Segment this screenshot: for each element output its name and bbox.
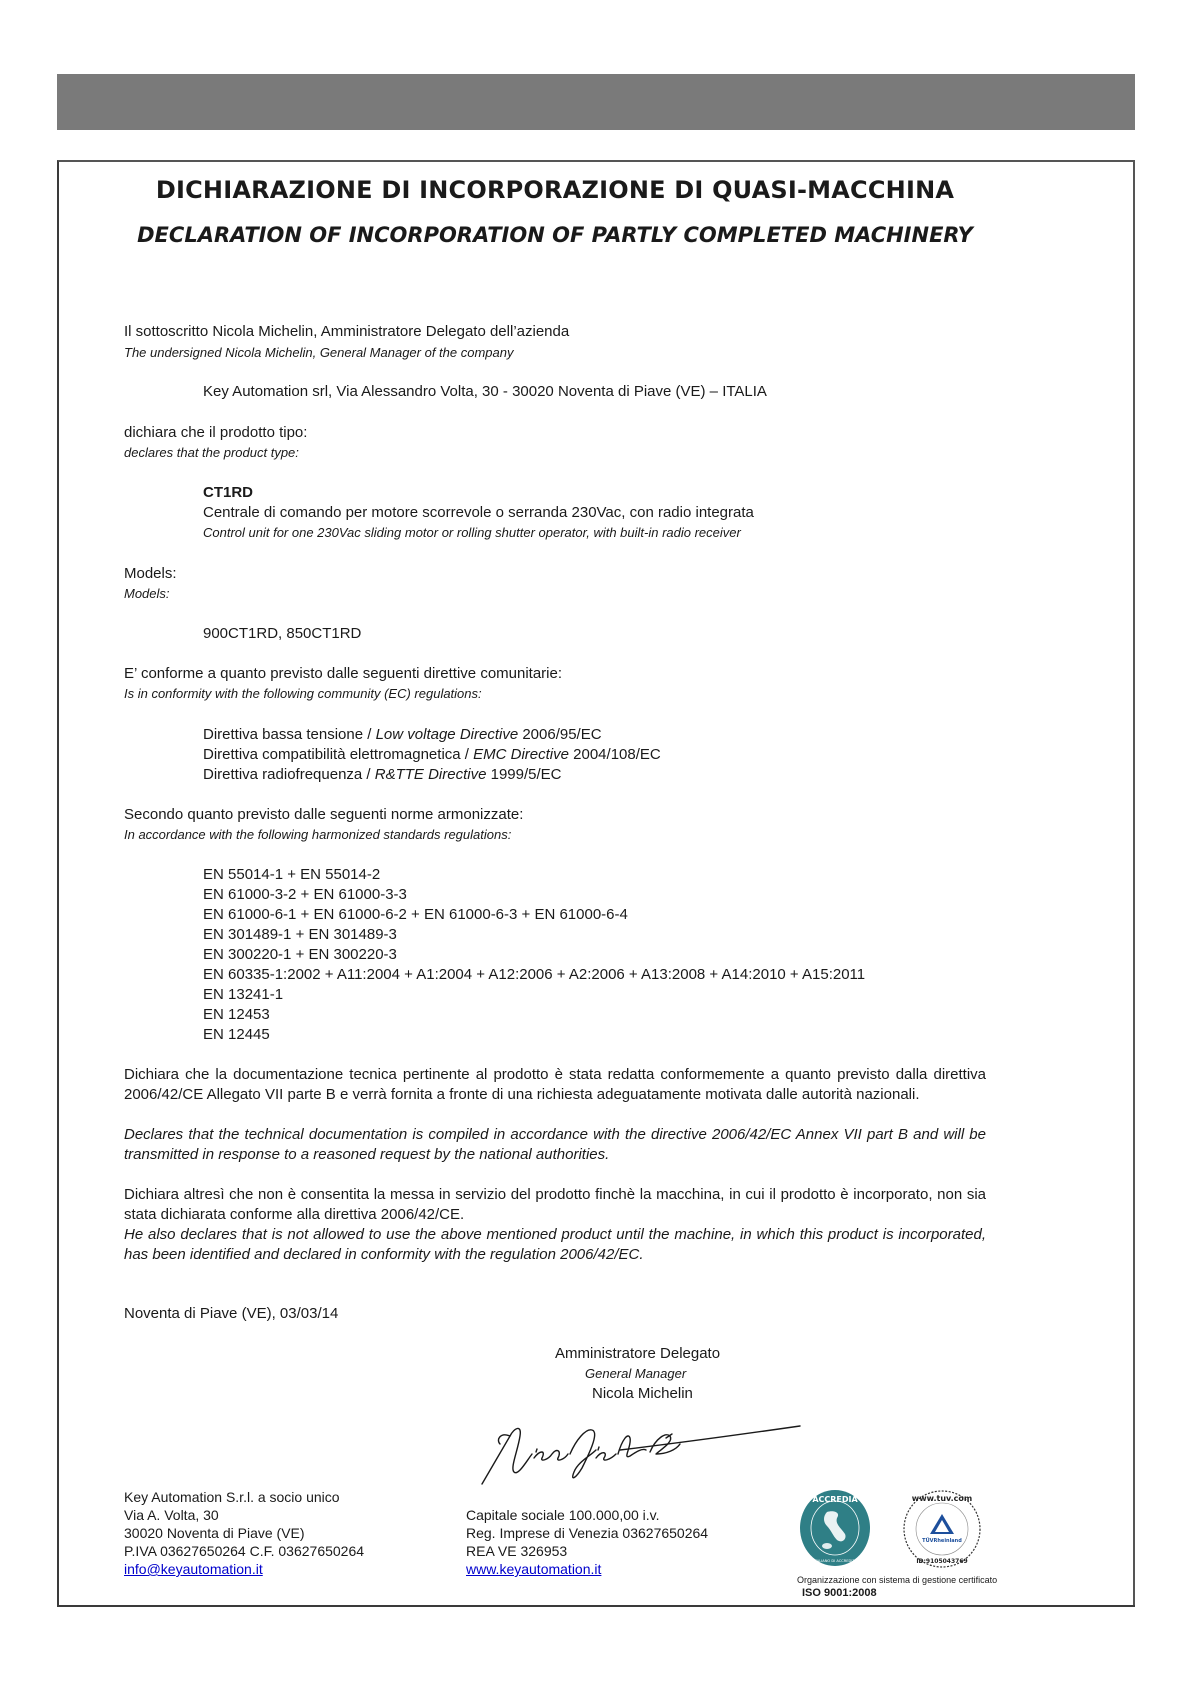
standard-item: EN 55014-1 + EN 55014-2 bbox=[203, 866, 381, 883]
standard-item: EN 13241-1 bbox=[203, 986, 284, 1003]
directive-code: 1999/5/EC bbox=[486, 766, 562, 783]
footer-company-line: P.IVA 03627650264 C.F. 03627650264 bbox=[124, 1543, 365, 1559]
restriction-en: He also declares that is not allowed to use the above mentioned product until the machine, in which this product is incorporated, has been identified and declared in conformity with the regulation 2006/42/EC. bbox=[124, 1226, 986, 1263]
footer-registry-block bbox=[466, 1506, 708, 1578]
directives-intro-it: E’ conforme a quanto previsto dalle seguenti direttive comunitarie: bbox=[124, 665, 563, 682]
place-date: Noventa di Piave (VE), 03/03/14 bbox=[124, 1305, 339, 1322]
directive-item bbox=[203, 765, 562, 785]
product-intro-en: declares that the product type: bbox=[124, 445, 299, 460]
accredia-logo-icon bbox=[797, 1488, 873, 1568]
standard-item: EN 301489-1 + EN 301489-3 bbox=[203, 926, 397, 943]
product-desc-it: Centrale di comando per motore scorrevole o serranda 230Vac, con radio integrata bbox=[203, 504, 754, 521]
restriction-it: Dichiara altresì che non è consentita la messa in servizio del prodotto finchè la macchina, in cui il prodotto è incorporato, non sia stata dichiarata conforme alla direttiva 2006/42/CE. bbox=[124, 1186, 986, 1223]
signatory-role-it: Amministratore Delegato bbox=[555, 1345, 721, 1362]
tuv-name-text: TÜVRheinland bbox=[922, 1538, 962, 1544]
header-bar bbox=[57, 74, 1135, 130]
standard-item: EN 300220-1 + EN 300220-3 bbox=[203, 946, 397, 963]
directive-it: Direttiva bassa tensione / bbox=[203, 726, 376, 743]
title-english: DECLARATION OF INCORPORATION OF PARTLY COMPLETED MACHINERY bbox=[137, 223, 973, 247]
product-code: CT1RD bbox=[203, 484, 254, 501]
directive-code: 2006/95/EC bbox=[518, 726, 602, 743]
standard-item: EN 12445 bbox=[203, 1026, 270, 1043]
tuv-id-text: ID:9105043769 bbox=[916, 1558, 968, 1565]
directive-en: EMC Directive bbox=[473, 746, 569, 763]
signatory-name: Nicola Michelin bbox=[592, 1385, 693, 1402]
tuv-logo-icon bbox=[901, 1488, 983, 1570]
standard-item: EN 12453 bbox=[203, 1006, 270, 1023]
directive-en: Low voltage Directive bbox=[375, 726, 519, 743]
directives-intro-en: Is in conformity with the following community (EC) regulations: bbox=[124, 686, 482, 701]
signatory-role-en: General Manager bbox=[585, 1366, 687, 1381]
models-label-it: Models: bbox=[124, 565, 177, 582]
standards-intro-en: In accordance with the following harmonized standards regulations: bbox=[124, 827, 512, 842]
standard-item: EN 60335-1:2002 + A11:2004 + A1:2004 + A12:2006 + A2:2006 + A13:2008 + A14:2010 + A15:2011 bbox=[203, 966, 866, 983]
models-list: 900CT1RD, 850CT1RD bbox=[203, 625, 362, 642]
footer-company-line: Via A. Volta, 30 bbox=[124, 1507, 219, 1523]
undersigned-it: Il sottoscritto Nicola Michelin, Amministratore Delegato dell’azienda bbox=[124, 323, 570, 340]
directive-item bbox=[203, 725, 602, 745]
footer-company-line: Key Automation S.r.l. a socio unico bbox=[124, 1489, 340, 1505]
directive-it: Direttiva radiofrequenza / bbox=[203, 766, 375, 783]
standards-list bbox=[203, 865, 865, 1045]
website-link[interactable]: www.keyautomation.it bbox=[466, 1561, 602, 1577]
documentation-it: Dichiara che la documentazione tecnica pertinente al prodotto è stata redatta conformemente a quanto previsto dalla direttiva 2006/42/CE Allegato VII parte B e verrà fornita a fronte di una richiesta adeguatamente motivata dalle autorità nazionali. bbox=[124, 1066, 986, 1103]
product-intro-it: dichiara che il prodotto tipo: bbox=[124, 424, 308, 441]
standards-intro-it: Secondo quanto previsto dalle seguenti norme armonizzate: bbox=[124, 806, 524, 823]
email-link[interactable]: info@keyautomation.it bbox=[124, 1561, 263, 1577]
accredia-logo-text: ACCREDIA bbox=[812, 1495, 858, 1504]
documentation-en: Declares that the technical documentation is compiled in accordance with the directive 2006/42/EC Annex VII part B and will be transmitted in response to a reasoned request by the national authorities. bbox=[124, 1126, 986, 1163]
certification-caption: Organizzazione con sistema di gestione certificato bbox=[797, 1575, 998, 1585]
directive-en: R&TTE Directive bbox=[374, 766, 487, 783]
footer-company-block bbox=[124, 1488, 364, 1578]
signature-image bbox=[470, 1410, 820, 1490]
footer-registry-line: REA VE 326953 bbox=[466, 1543, 568, 1559]
directive-it: Direttiva compatibilità elettromagnetica / bbox=[203, 746, 474, 763]
tuv-url-text: www.tuv.com bbox=[911, 1494, 973, 1503]
iso-label: ISO 9001:2008 bbox=[802, 1587, 877, 1599]
undersigned-en: The undersigned Nicola Michelin, General Manager of the company bbox=[124, 345, 514, 360]
product-desc-en: Control unit for one 230Vac sliding motor or rolling shutter operator, with built-in radio receiver bbox=[203, 525, 741, 540]
title-italian: DICHIARAZIONE DI INCORPORAZIONE DI QUASI-MACCHINA bbox=[155, 176, 955, 204]
footer-registry-line: Reg. Imprese di Venezia 03627650264 bbox=[466, 1525, 709, 1541]
directive-code: 2004/108/EC bbox=[568, 746, 661, 763]
standard-item: EN 61000-6-1 + EN 61000-6-2 + EN 61000-6-3 + EN 61000-6-4 bbox=[203, 906, 628, 923]
directive-item bbox=[203, 745, 661, 765]
standard-item: EN 61000-3-2 + EN 61000-3-3 bbox=[203, 886, 407, 903]
accredia-sub-text: L'ENTE ITALIANO DI ACCREDITAMENTO bbox=[800, 1559, 870, 1563]
models-label-en: Models: bbox=[124, 586, 170, 601]
company-address: Key Automation srl, Via Alessandro Volta, 30 - 30020 Noventa di Piave (VE) – ITALIA bbox=[203, 383, 767, 400]
footer-registry-line: Capitale sociale 100.000,00 i.v. bbox=[466, 1507, 660, 1523]
footer-company-line: 30020 Noventa di Piave (VE) bbox=[124, 1525, 305, 1541]
